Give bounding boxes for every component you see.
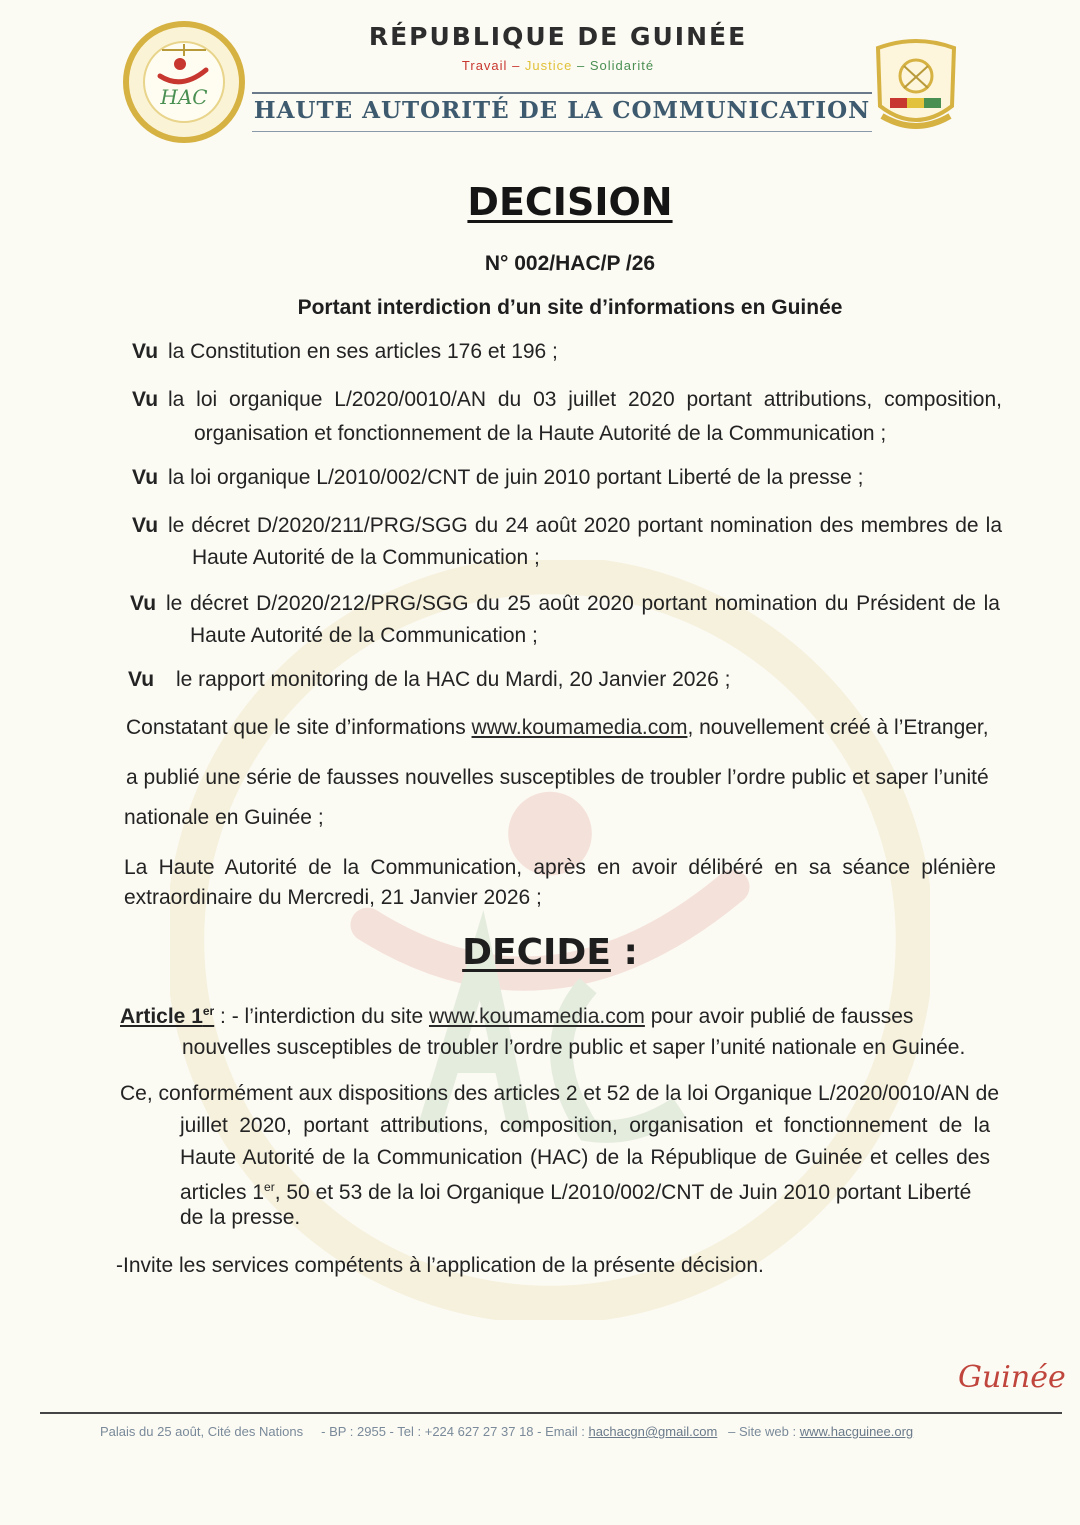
authority-heading: HAUTE AUTORITÉ DE LA COMMUNICATION bbox=[253, 97, 871, 124]
vu-clause-continuation: Haute Autorité de la Communication ; bbox=[190, 624, 538, 647]
website-link[interactable]: www.hacguinee.org bbox=[799, 1424, 914, 1439]
vu-clause: Vu la loi organique L/2010/002/CNT de juin 2010 portant Liberté de la presse ; bbox=[132, 466, 864, 489]
hac-logo-icon bbox=[122, 20, 246, 144]
republic-heading: RÉPUBLIQUE DE GUINÉE bbox=[368, 22, 748, 51]
document-title: DECISION bbox=[467, 180, 673, 224]
deliberation-line: La Haute Autorité de la Communication, après en avoir délibéré en sa séance plénière bbox=[124, 856, 996, 879]
deliberation-line: extraordinaire du Mercredi, 21 Janvier 2026 ; bbox=[124, 886, 542, 909]
article-1: Article 1er : - l’interdiction du site www.koumamedia.com pour avoir publié de fausses bbox=[120, 1004, 914, 1028]
national-motto: Travail – Justice – Solidarité bbox=[461, 58, 655, 73]
conformity-line: de la presse. bbox=[180, 1206, 301, 1229]
conformity-line: juillet 2020, portant attributions, composition, organisation et fonctionnement de la bbox=[180, 1114, 990, 1137]
svg-text:HAC: HAC bbox=[160, 85, 208, 109]
decision-subject: Portant interdiction d’un site d’informations en Guinée bbox=[297, 296, 843, 319]
footer-divider bbox=[40, 1412, 1062, 1414]
constatant-paragraph: Constatant que le site d’informations www.koumamedia.com, nouvellement créé à l’Etranger, bbox=[126, 716, 989, 739]
guinee-brand-signature: Guinée bbox=[958, 1360, 1066, 1395]
invite-line: -Invite les services compétents à l’application de la présente décision. bbox=[116, 1254, 764, 1277]
vu-clause: Vu la Constitution en ses articles 176 et 196 ; bbox=[132, 340, 558, 363]
vu-clause: Vu le décret D/2020/212/PRG/SGG du 25 août 2020 portant nomination du Président de la bbox=[130, 592, 1000, 615]
site-link[interactable]: www.koumamedia.com bbox=[428, 1005, 645, 1028]
header-divider-top bbox=[252, 92, 872, 94]
article-label: Article 1er bbox=[120, 1004, 215, 1028]
constatant-line: nationale en Guinée ; bbox=[124, 806, 324, 829]
decide-heading: DECIDE : bbox=[462, 932, 638, 973]
vu-clause: Vu le rapport monitoring de la HAC du Mardi, 20 Janvier 2026 ; bbox=[128, 668, 731, 691]
vu-clause: Vu le décret D/2020/211/PRG/SGG du 24 août 2020 portant nomination des membres de la bbox=[132, 514, 1002, 537]
conformity-line: Ce, conformément aux dispositions des articles 2 et 52 de la loi Organique L/2020/0010/AN de bbox=[120, 1082, 1000, 1105]
guinea-coat-of-arms-icon bbox=[868, 36, 964, 136]
article-1-continuation: nouvelles susceptibles de troubler l’ordre public et saper l’unité nationale en Guinée. bbox=[182, 1036, 966, 1059]
vu-clause: Vu la loi organique L/2020/0010/AN du 03 juillet 2020 portant attributions, composition, bbox=[132, 388, 1002, 411]
vu-clause-continuation: Haute Autorité de la Communication ; bbox=[192, 546, 540, 569]
conformity-line: Haute Autorité de la Communication (HAC) de la République de Guinée et celles des bbox=[180, 1146, 990, 1169]
constatant-line: a publié une série de fausses nouvelles susceptibles de troubler l’ordre public et saper l’unité bbox=[126, 766, 989, 789]
decision-number: N° 002/HAC/P /26 bbox=[484, 252, 656, 275]
site-link[interactable]: www.koumamedia.com bbox=[471, 716, 688, 739]
header-divider-bottom bbox=[252, 131, 872, 132]
email-link[interactable]: hachacgn@gmail.com bbox=[588, 1424, 718, 1439]
vu-clause-continuation: organisation et fonctionnement de la Haute Autorité de la Communication ; bbox=[194, 422, 887, 445]
footer-contact: Palais du 25 août, Cité des Nations - BP : 2955 - Tel : +224 627 27 37 18 - Email : hachacgn@gmail.com – Site web : www.hacguinee.org bbox=[100, 1424, 914, 1439]
conformity-line: articles 1er, 50 et 53 de la loi Organique L/2010/002/CNT de Juin 2010 portant Liberté bbox=[180, 1180, 972, 1204]
